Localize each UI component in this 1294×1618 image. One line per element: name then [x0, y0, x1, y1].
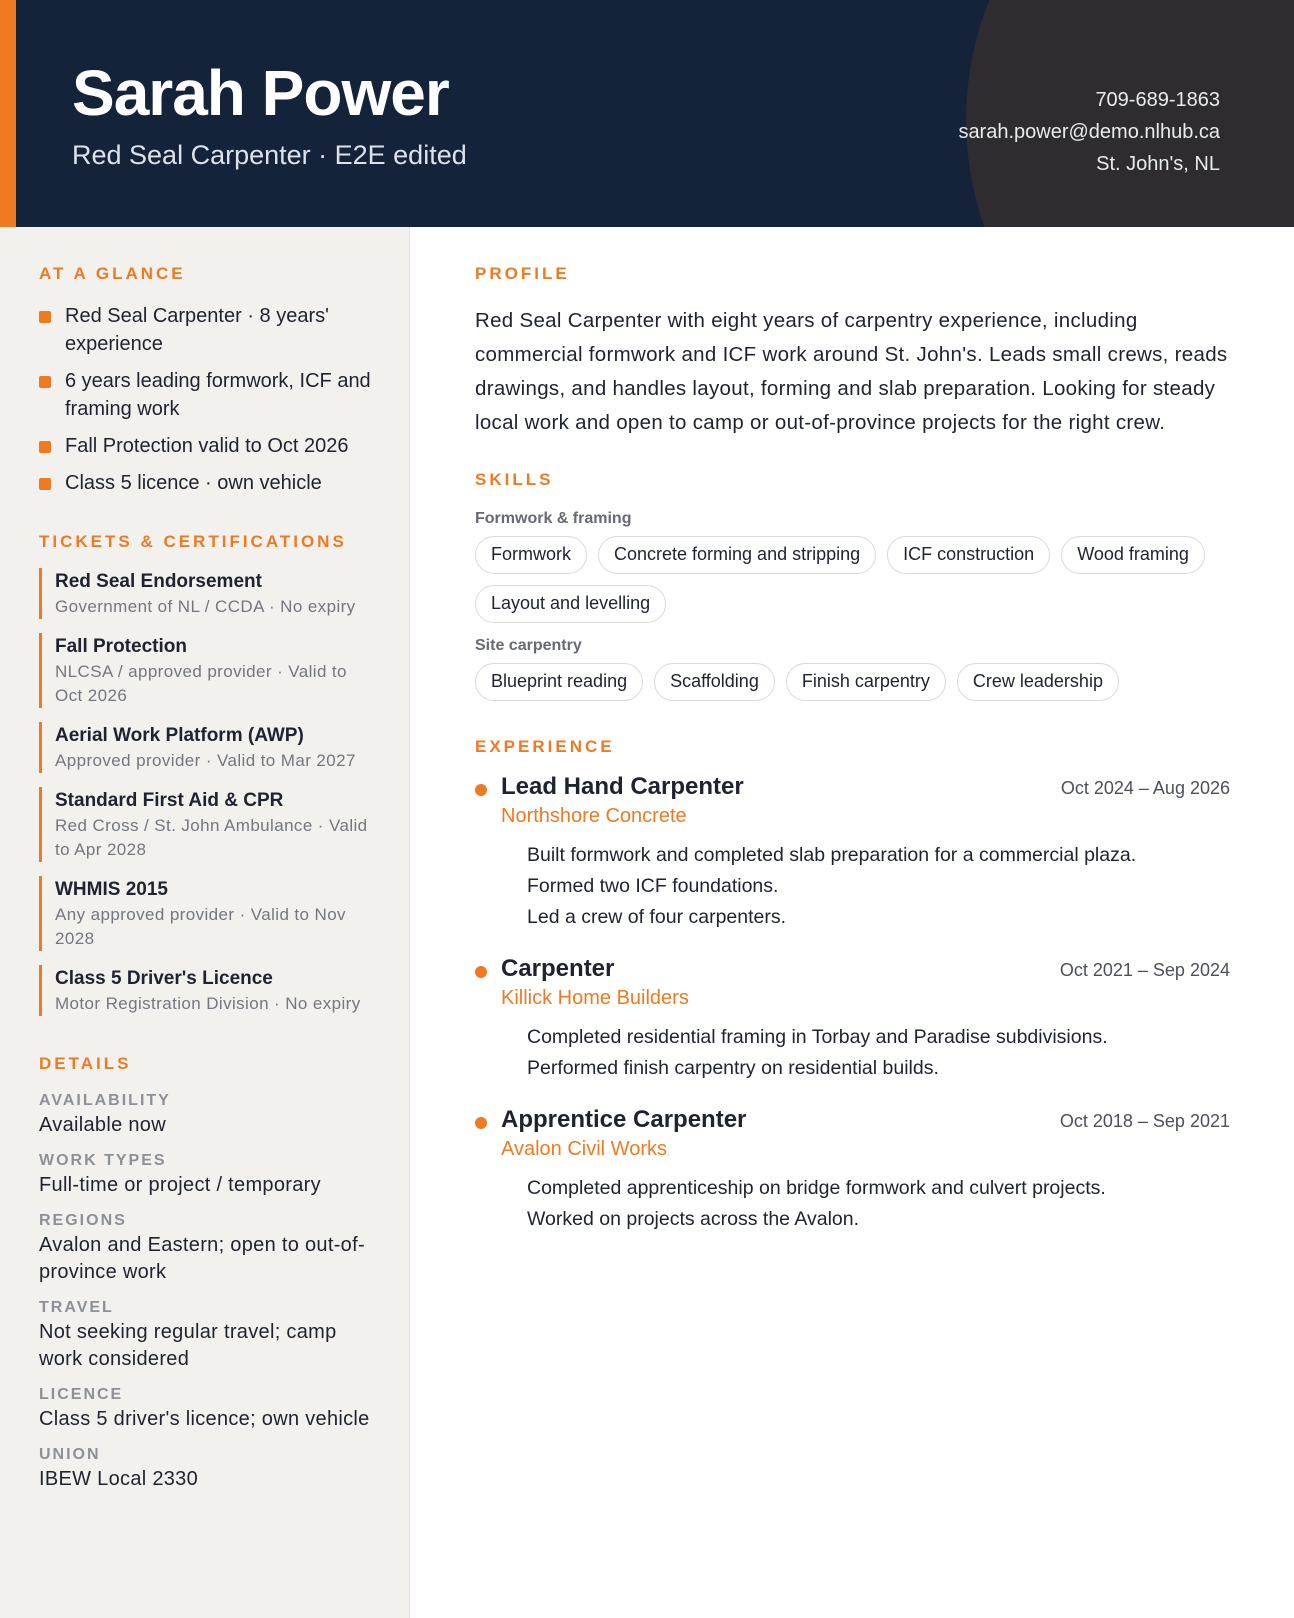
- job-header: [501, 1106, 1230, 1134]
- job-bullets: [501, 840, 1230, 933]
- cert-meta: Government of NL / CCDA · No expiry: [55, 597, 356, 616]
- job-bullets: [501, 1022, 1230, 1084]
- cert-item: [39, 787, 371, 862]
- dot-bullet-icon: [475, 1117, 487, 1129]
- square-bullet-icon: [39, 376, 51, 388]
- job-entry: [475, 773, 1230, 933]
- cert-name: Standard First Aid & CPR: [55, 790, 284, 811]
- square-bullet-icon: [39, 478, 51, 490]
- detail-value: Full-time or project / temporary: [39, 1174, 321, 1196]
- cert-item: [39, 633, 371, 708]
- job-dates: Oct 2024 – Aug 2026: [1060, 778, 1230, 798]
- contact-email[interactable]: sarah.power@demo.nlhub.ca: [958, 121, 1220, 143]
- list-item: Led a crew of four carpenters.: [527, 906, 787, 928]
- list-item: Formed two ICF foundations.: [527, 875, 779, 897]
- details-list: [39, 1090, 371, 1493]
- job-company: Avalon Civil Works: [501, 1138, 667, 1160]
- detail-item: [39, 1090, 371, 1139]
- cert-item: [39, 568, 371, 619]
- job-header: [501, 773, 1230, 801]
- detail-label: REGIONS: [39, 1212, 127, 1229]
- job-dates: Oct 2021 – Sep 2024: [1059, 960, 1230, 980]
- sidebar: [0, 227, 410, 1618]
- skill-chip: Layout and levelling: [475, 585, 666, 623]
- detail-value: Class 5 driver's licence; own vehicle: [39, 1408, 370, 1430]
- profile-heading: PROFILE: [475, 264, 570, 283]
- list-item: [39, 432, 371, 460]
- detail-value: Not seeking regular travel; camp work considered: [39, 1321, 337, 1370]
- detail-label: LICENCE: [39, 1386, 124, 1403]
- skill-chip: Scaffolding: [654, 663, 775, 701]
- detail-label: TRAVEL: [39, 1299, 114, 1316]
- detail-value: Avalon and Eastern; open to out-of-province work: [39, 1234, 365, 1283]
- list-item: [39, 302, 371, 358]
- job-title: Apprentice Carpenter: [501, 1106, 747, 1133]
- dot-bullet-icon: [475, 784, 487, 796]
- glance-item-text: 6 years leading formwork, ICF and framing work: [65, 370, 371, 420]
- skills-heading: SKILLS: [475, 470, 554, 489]
- skill-chip: Formwork: [475, 536, 587, 574]
- list-item: [39, 367, 371, 423]
- skill-chip: ICF construction: [887, 536, 1050, 574]
- main-content: [475, 227, 1230, 1235]
- detail-value: Available now: [39, 1114, 166, 1136]
- skill-chip: Concrete forming and stripping: [598, 536, 876, 574]
- cert-name: WHMIS 2015: [55, 879, 168, 900]
- dot-bullet-icon: [475, 966, 487, 978]
- job-title: Carpenter: [501, 955, 615, 982]
- job-company: Northshore Concrete: [501, 805, 687, 827]
- cert-list: [39, 568, 371, 1016]
- square-bullet-icon: [39, 311, 51, 323]
- details-heading: DETAILS: [39, 1054, 132, 1073]
- contact-block: [958, 84, 1220, 180]
- cert-name: Red Seal Endorsement: [55, 571, 262, 592]
- square-bullet-icon: [39, 441, 51, 453]
- detail-label: AVAILABILITY: [39, 1092, 171, 1109]
- detail-item: [39, 1297, 371, 1373]
- cert-meta: Any approved provider · Valid to Nov 2028: [55, 905, 346, 948]
- skill-group-label: Site carpentry: [475, 637, 582, 654]
- detail-value: IBEW Local 2330: [39, 1468, 199, 1490]
- profile-text: Red Seal Carpenter with eight years of carpentry experience, including commercial formwork and ICF work around St. John's. Leads small crews, reads drawings, and handles layout, forming and slab preparation. Looking for steady local work and open to camp or out-of-province projects for the right crew.: [475, 309, 1228, 434]
- job-dates: Oct 2018 – Sep 2021: [1059, 1111, 1230, 1131]
- skill-chips: [475, 536, 1230, 623]
- glance-item-text: Class 5 licence · own vehicle: [65, 472, 322, 494]
- list-item: Completed apprenticeship on bridge formwork and culvert projects.: [527, 1177, 1106, 1199]
- resume-header: [0, 0, 1294, 227]
- list-item: Performed finish carpentry on residential builds.: [527, 1057, 939, 1079]
- cert-meta: Red Cross / St. John Ambulance · Valid to Apr 2028: [55, 816, 368, 859]
- experience-heading: EXPERIENCE: [475, 737, 615, 756]
- list-item: Built formwork and completed slab preparation for a commercial plaza.: [527, 844, 1137, 866]
- glance-item-text: Red Seal Carpenter · 8 years' experience: [65, 305, 329, 355]
- list-item: Completed residential framing in Torbay and Paradise subdivisions.: [527, 1026, 1108, 1048]
- detail-item: [39, 1150, 371, 1199]
- cert-name: Fall Protection: [55, 636, 187, 657]
- detail-label: WORK TYPES: [39, 1152, 167, 1169]
- cert-item: [39, 876, 371, 951]
- skill-group-label: Formwork & framing: [475, 510, 632, 527]
- candidate-name: Sarah Power: [72, 57, 449, 129]
- certs-heading: TICKETS & CERTIFICATIONS: [39, 532, 347, 551]
- detail-item: [39, 1210, 371, 1286]
- header-accent-bar: [0, 0, 16, 227]
- job-header: [501, 955, 1230, 983]
- skill-chip: Wood framing: [1061, 536, 1205, 574]
- glance-heading: AT A GLANCE: [39, 264, 186, 283]
- job-bullets: [501, 1173, 1230, 1235]
- glance-list: [39, 302, 371, 497]
- cert-meta: Motor Registration Division · No expiry: [55, 994, 361, 1013]
- cert-item: [39, 722, 371, 773]
- contact-phone[interactable]: 709-689-1863: [1095, 89, 1220, 111]
- cert-meta: Approved provider · Valid to Mar 2027: [55, 751, 356, 770]
- job-title: Lead Hand Carpenter: [501, 773, 744, 800]
- job-entry: [475, 955, 1230, 1084]
- glance-item-text: Fall Protection valid to Oct 2026: [65, 435, 349, 457]
- cert-item: [39, 965, 371, 1016]
- skill-chip: Blueprint reading: [475, 663, 643, 701]
- list-item: Worked on projects across the Avalon.: [527, 1208, 860, 1230]
- detail-item: [39, 1444, 371, 1493]
- skill-chip: Finish carpentry: [786, 663, 946, 701]
- skill-chip: Crew leadership: [957, 663, 1119, 701]
- job-entry: [475, 1106, 1230, 1235]
- cert-meta: NLCSA / approved provider · Valid to Oct 2026: [55, 662, 347, 705]
- cert-name: Class 5 Driver's Licence: [55, 968, 273, 989]
- job-company: Killick Home Builders: [501, 987, 689, 1009]
- detail-item: [39, 1384, 371, 1433]
- contact-location: St. John's, NL: [1096, 153, 1220, 175]
- list-item: [39, 469, 371, 497]
- cert-name: Aerial Work Platform (AWP): [55, 725, 304, 746]
- detail-label: UNION: [39, 1446, 101, 1463]
- candidate-role: Red Seal Carpenter · E2E edited: [72, 140, 467, 170]
- skill-chips: [475, 663, 1230, 701]
